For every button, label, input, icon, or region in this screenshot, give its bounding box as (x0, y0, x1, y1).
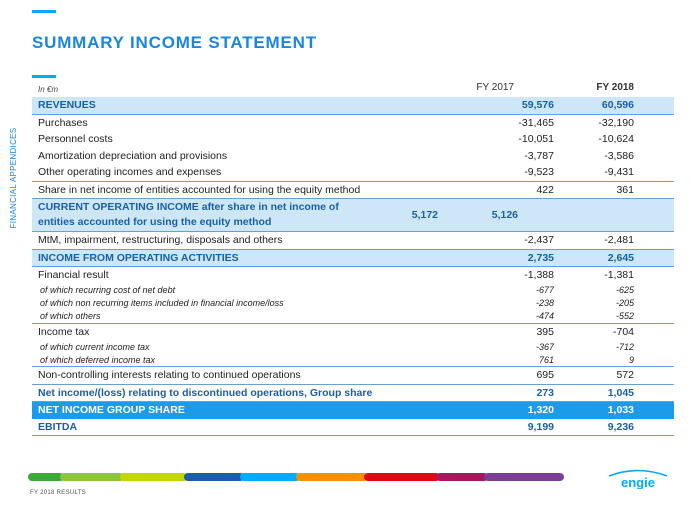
value-fy2018: -1,381 (604, 269, 634, 282)
row-label: Net income/(loss) relating to discontinued operations, Group share (38, 386, 373, 399)
column-header-fy2017: FY 2017 (476, 82, 514, 93)
row-label: REVENUES (38, 99, 96, 112)
row-label: of which deferred income tax (40, 354, 156, 365)
brand-bar-segment (436, 473, 488, 481)
column-header-fy2018: FY 2018 (596, 82, 634, 93)
value-fy2017: -3,787 (524, 149, 554, 162)
brand-bar-segment (484, 473, 564, 481)
row-other-operating (32, 164, 674, 182)
value-fy2017: -2,437 (524, 234, 554, 247)
row-current-operating-income (32, 199, 674, 232)
row-label: INCOME FROM OPERATING ACTIVITIES (38, 251, 239, 264)
row-label: Income tax (38, 325, 90, 338)
value-fy2018: -9,431 (604, 166, 634, 179)
value-fy2018: 9 (628, 354, 634, 365)
value-fy2018: -2,481 (604, 234, 634, 247)
value-fy2018: 1,033 (607, 404, 634, 417)
value-fy2017: -9,523 (524, 166, 554, 179)
row-recurring-cost-net-debt (32, 284, 674, 297)
income-statement-table (32, 78, 674, 436)
row-discontinued-operations (32, 385, 674, 403)
value-fy2018: -32,190 (598, 116, 634, 129)
value-fy2017: -238 (535, 298, 554, 308)
row-non-controlling-interests (32, 367, 674, 385)
row-purchases (32, 115, 674, 132)
row-label: Amortization depreciation and provisions (38, 149, 228, 162)
brand-bar-segment (184, 473, 244, 481)
value-fy2017: -1,388 (524, 269, 554, 282)
row-label: of which current income tax (40, 341, 150, 352)
value-fy2017: -677 (535, 285, 554, 295)
row-financial-result (32, 267, 674, 284)
row-label: Non-controlling interests relating to continued operations (38, 369, 301, 382)
row-income-operating-activities (32, 250, 674, 268)
brand-color-bar (28, 473, 588, 481)
row-revenues (32, 97, 674, 115)
value-fy2018: 2,645 (607, 251, 634, 264)
table-header (32, 78, 674, 97)
value-fy2017: -31,465 (518, 116, 554, 129)
row-net-income-group-share (32, 402, 674, 419)
row-label: Purchases (38, 116, 88, 129)
row-label: Other operating incomes and expenses (38, 166, 222, 179)
top-accent-bar (32, 10, 56, 13)
row-label: CURRENT OPERATING INCOME after share in net income of entities accounted for using the equity method (38, 201, 339, 228)
row-label: NET INCOME GROUP SHARE (38, 404, 185, 417)
value-fy2018: 9,236 (607, 420, 634, 433)
row-label: of which recurring cost of net debt (40, 285, 176, 295)
section-side-label: FINANCIAL APPENDICES (9, 127, 18, 229)
unit-label: In €m (38, 85, 59, 94)
value-fy2017: 9,199 (527, 420, 554, 433)
value-fy2018: -625 (615, 285, 634, 295)
brand-bar-segment (28, 473, 64, 481)
value-fy2018: 572 (616, 369, 634, 382)
value-fy2018: 1,045 (607, 386, 634, 399)
row-deferred-income-tax (32, 353, 674, 367)
value-fy2018: -712 (615, 341, 634, 352)
value-fy2017: -474 (535, 311, 554, 321)
value-fy2017: 59,576 (521, 99, 554, 112)
row-personnel-costs (32, 131, 674, 148)
value-fy2018: 60,596 (601, 99, 634, 112)
row-label: Financial result (38, 269, 109, 282)
row-non-recurring-items (32, 297, 674, 310)
row-label: Share in net income of entities accounted for using the equity method (38, 183, 361, 196)
brand-bar-segment (296, 473, 368, 481)
value-fy2017: -10,051 (518, 133, 554, 146)
value-fy2017: 1,320 (527, 404, 554, 417)
row-label: of which others (40, 311, 101, 321)
row-financial-others (32, 310, 674, 324)
page-title: SUMMARY INCOME STATEMENT (32, 33, 317, 52)
brand-bar-segment (120, 473, 188, 481)
brand-bar-segment (364, 473, 440, 481)
engie-logo (603, 467, 673, 489)
row-label: Personnel costs (38, 133, 113, 146)
value-fy2017: 695 (536, 369, 554, 382)
value-fy2018: -10,624 (598, 133, 634, 146)
value-fy2017: -367 (535, 341, 554, 352)
value-fy2018: -205 (615, 298, 634, 308)
row-label: MtM, impairment, restructuring, disposals and others (38, 234, 283, 247)
brand-bar-segment (240, 473, 300, 481)
brand-bar-segment (60, 473, 124, 481)
value-fy2017: 761 (538, 354, 554, 365)
value-fy2018: -552 (615, 311, 634, 321)
value-fy2017: 422 (536, 183, 554, 196)
value-fy2017: 5,172 (411, 209, 438, 221)
value-fy2018: 5,126 (491, 209, 518, 221)
row-equity-method-share (32, 182, 674, 200)
value-fy2018: -704 (612, 325, 634, 338)
row-current-income-tax (32, 340, 674, 353)
logo-wordmark: engie (621, 475, 655, 489)
value-fy2017: 395 (536, 325, 554, 338)
row-label: EBITDA (38, 420, 78, 433)
row-amortization (32, 148, 674, 165)
row-ebitda (32, 419, 674, 437)
value-fy2017: 2,735 (527, 251, 554, 264)
value-fy2017: 273 (536, 386, 554, 399)
row-income-tax (32, 324, 674, 341)
value-fy2018: 361 (616, 183, 634, 196)
footer-text: FY 2018 RESULTS (30, 490, 86, 496)
row-label: of which non recurring items included in financial income/loss (40, 298, 284, 308)
row-mtm-impairment (32, 232, 674, 250)
value-fy2018: -3,586 (604, 149, 634, 162)
